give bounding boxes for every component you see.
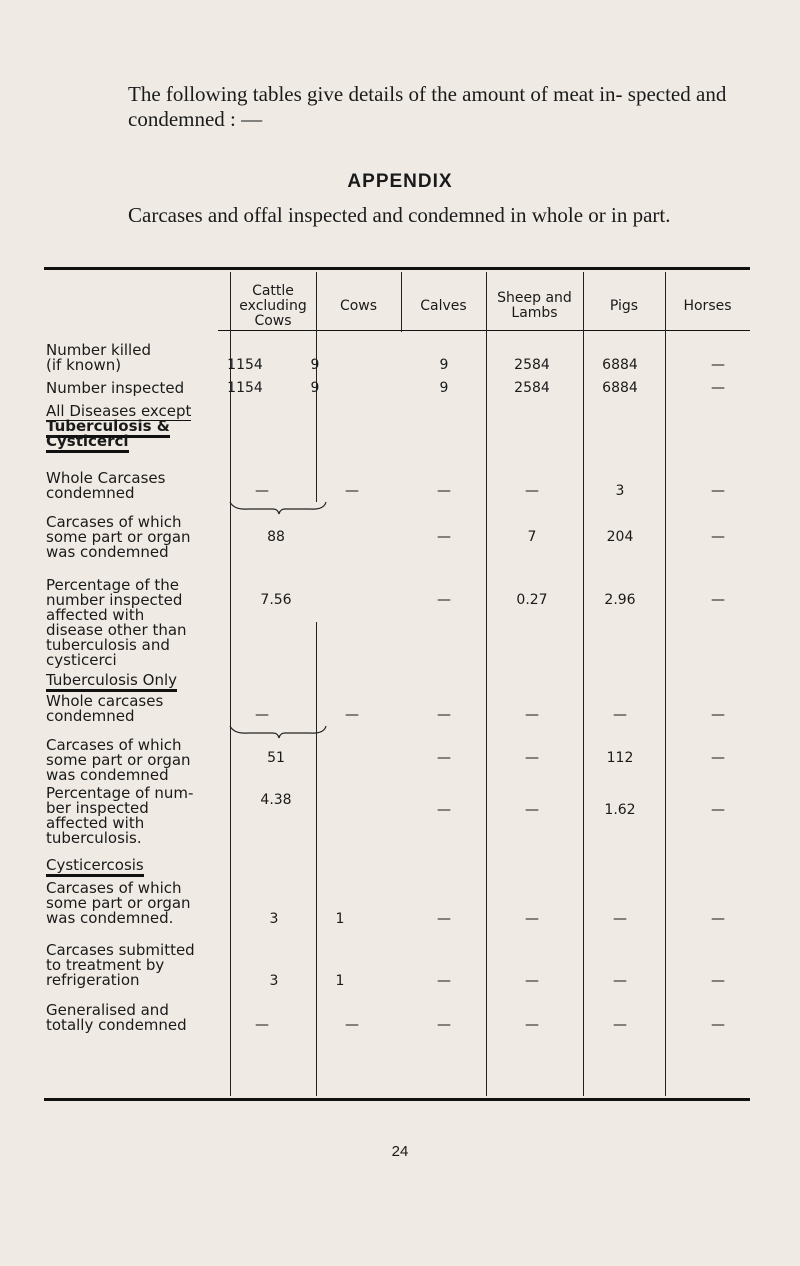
cell: —	[613, 911, 627, 927]
cell: 2584	[514, 380, 550, 396]
cell: 204	[606, 529, 634, 545]
row-label-cyst-refrig: Carcases submitted to treatment by refrigeration	[46, 941, 195, 989]
cell: 9	[310, 380, 320, 396]
cell: 1154	[227, 380, 263, 396]
cell: —	[613, 707, 627, 723]
cell: —	[711, 592, 725, 608]
cell: —	[711, 357, 725, 373]
cell: 2.96	[604, 592, 636, 608]
appendix-title: APPENDIX	[347, 171, 453, 192]
cell: 7	[527, 529, 537, 545]
table-caption: Carcases and offal inspected and condemned in whole or in part.	[128, 203, 671, 227]
cell: 9	[439, 357, 449, 373]
column-divider	[583, 272, 584, 1096]
page-number: 24	[391, 1143, 409, 1160]
header-horses: Horses	[683, 298, 732, 314]
cell: 1.62	[604, 802, 636, 818]
cell: 6884	[602, 380, 638, 396]
row-label-percentage: Percentage of the number inspected affected with disease other than tuberculosis and cysticerci	[46, 576, 187, 669]
cell: 1154	[227, 357, 263, 373]
header-pigs: Pigs	[609, 298, 639, 314]
header-cows: Cows	[339, 298, 378, 314]
column-divider	[486, 272, 487, 1096]
row-label-number-inspected: Number inspected	[46, 379, 185, 397]
cell: —	[437, 1017, 451, 1033]
cell: 3	[269, 911, 279, 927]
table-top-rule	[44, 267, 750, 270]
cell: 6884	[602, 357, 638, 373]
header-underline	[218, 330, 750, 331]
cell: —	[437, 973, 451, 989]
cell: —	[345, 483, 359, 499]
cell: 3	[615, 483, 625, 499]
row-label-cyst-general: Generalised and totally condemned	[46, 1001, 187, 1034]
cell: 1	[335, 973, 345, 989]
cell: —	[525, 750, 539, 766]
cell: —	[711, 380, 725, 396]
cell: —	[711, 1017, 725, 1033]
cell: —	[437, 529, 451, 545]
cell: —	[711, 707, 725, 723]
header-sheep: Sheep and Lambs	[497, 290, 572, 321]
cell: —	[437, 707, 451, 723]
cell-combined: 88	[267, 529, 285, 545]
cell: —	[255, 707, 269, 723]
cell: —	[711, 802, 725, 818]
table-bottom-rule	[44, 1098, 750, 1101]
row-label-whole-carcases: Whole Carcases condemned	[46, 469, 166, 502]
cell: 1	[335, 911, 345, 927]
section-tuberculosis: Tuberculosis Only	[46, 673, 231, 688]
cell: —	[437, 911, 451, 927]
cell: —	[525, 802, 539, 818]
header-cattle: Cattle excluding Cows	[239, 283, 307, 329]
row-label-tb-percentage: Percentage of num- ber inspected affected with tuberculosis.	[46, 784, 194, 847]
row-label-number-killed: Number killed (if known)	[46, 341, 151, 374]
cell: —	[711, 483, 725, 499]
cell: —	[437, 592, 451, 608]
cell-combined: 51	[267, 750, 285, 766]
cell: —	[711, 911, 725, 927]
brace-icon	[228, 500, 328, 516]
cell: —	[525, 973, 539, 989]
cell: 9	[310, 357, 320, 373]
cell-combined: 4.38	[260, 792, 292, 808]
cell: —	[437, 483, 451, 499]
cell: —	[437, 750, 451, 766]
cell: —	[525, 911, 539, 927]
column-divider	[665, 272, 666, 1096]
section-cysticercosis: Cysticercosis	[46, 858, 231, 873]
cell: 0.27	[516, 592, 548, 608]
intro-text: The following tables give details of the amount of meat in- spected and condemned : —	[128, 82, 727, 131]
cell: 9	[439, 380, 449, 396]
cell: —	[345, 707, 359, 723]
header-calves: Calves	[420, 298, 467, 314]
cell: —	[255, 483, 269, 499]
section-all-diseases: All Diseases except Tuberculosis & Cysticerci	[46, 404, 231, 449]
cell: 3	[269, 973, 279, 989]
brace-icon	[228, 724, 328, 740]
cell-combined: 7.56	[260, 592, 292, 608]
cell: —	[613, 1017, 627, 1033]
cell: —	[613, 973, 627, 989]
column-divider	[316, 706, 317, 1096]
cell: —	[255, 1017, 269, 1033]
cell: 2584	[514, 357, 550, 373]
cell: —	[711, 973, 725, 989]
cell: —	[525, 707, 539, 723]
row-label-tb-part: Carcases of which some part or organ was condemned	[46, 736, 191, 784]
cell: —	[525, 483, 539, 499]
cell: —	[345, 1017, 359, 1033]
cell: —	[525, 1017, 539, 1033]
row-label-tb-whole: Whole carcases condemned	[46, 692, 164, 725]
cell: 112	[606, 750, 634, 766]
cell: —	[437, 802, 451, 818]
cell: —	[711, 529, 725, 545]
row-label-cyst-part: Carcases of which some part or organ was condemned.	[46, 879, 191, 927]
row-label-part-condemned: Carcases of which some part or organ was condemned	[46, 513, 191, 561]
cell: —	[711, 750, 725, 766]
